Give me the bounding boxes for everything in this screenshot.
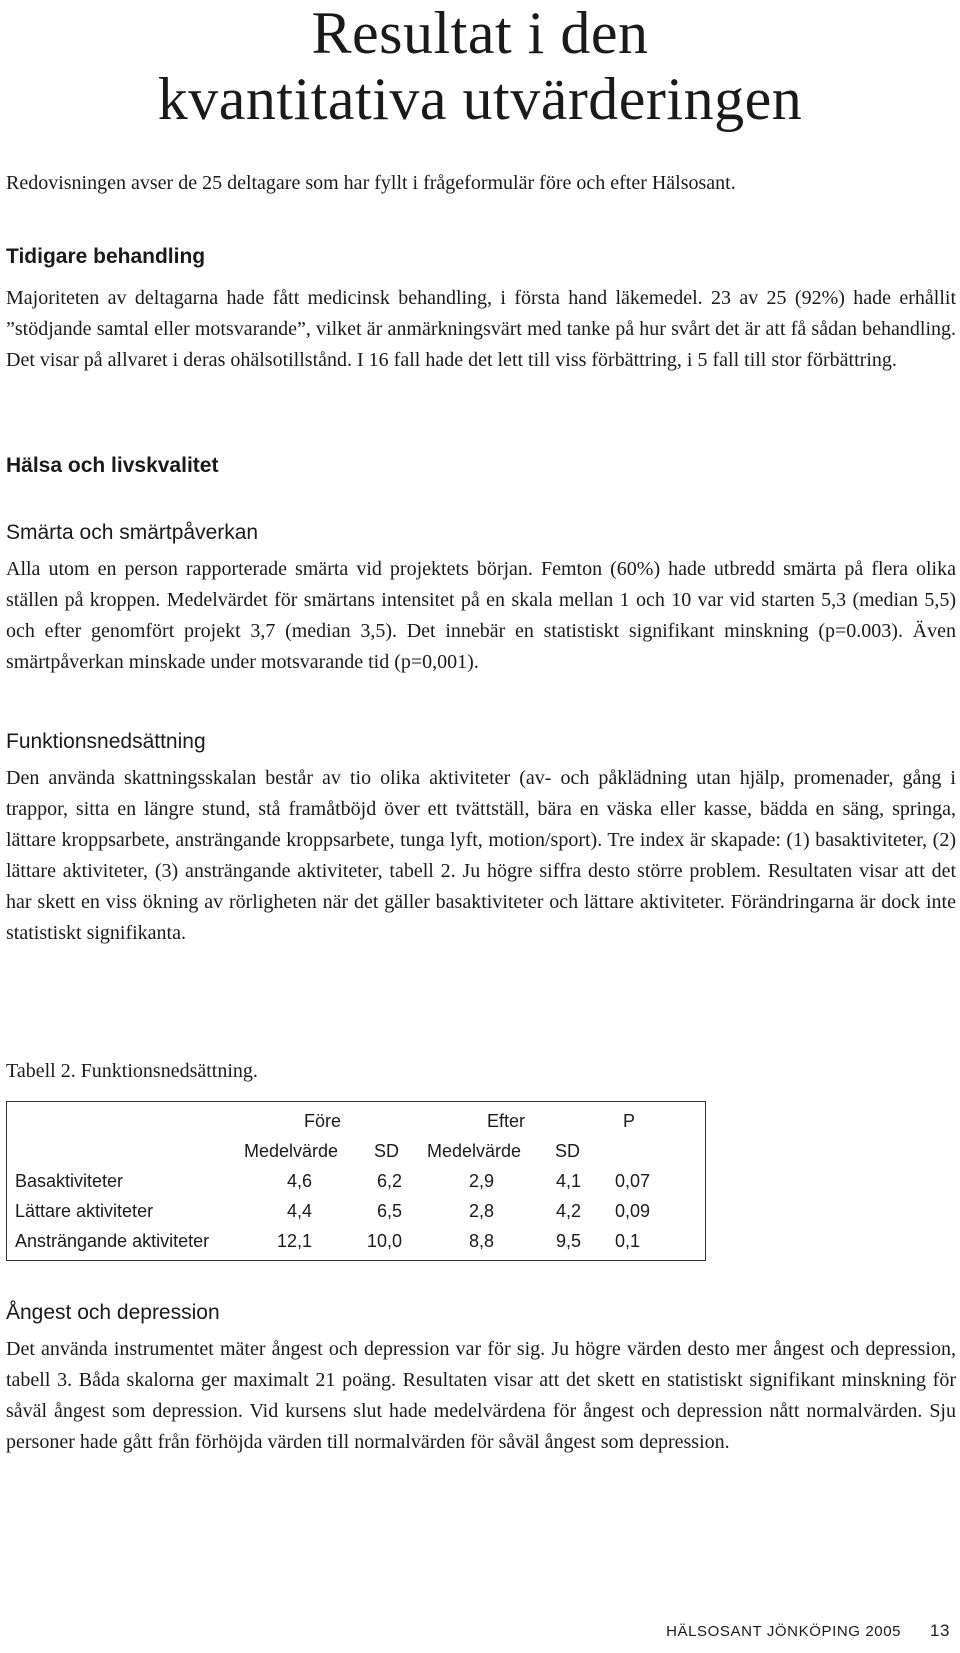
- heading-smarta: Smärta och smärtpåverkan: [6, 521, 259, 544]
- table-cell-fore-sd: 10,0: [366, 1231, 402, 1251]
- paragraph-smarta: Alla utom en person rapporterade smärta vid projektets början. Femton (60%) hade utbredd smärta på flera olika ställen på kroppen. Medelvärdet för smärtans intensitet på en skala mellan 1 och 10 var vid starten 5,3 (median 5,5) och efter genomfört projekt 3,7 (median 3,5). Det innebär en statistiskt signifikant minskning (p=0.003). Även smärtpåverkan minskade under motsvarande tid (p=0,001).: [6, 558, 956, 673]
- table-cell-fore-sd: 6,2: [376, 1171, 402, 1191]
- table-cell-efter-mean: 8,8: [468, 1231, 494, 1251]
- heading-tidigare-behandling: Tidigare behandling: [6, 245, 206, 268]
- table-cell-p: 0,1: [615, 1231, 641, 1251]
- heading-angest-och-depression: Ångest och depression: [6, 1301, 220, 1324]
- table-subheader-sd-fore: SD: [374, 1141, 400, 1161]
- table-cell-fore-mean: 12,1: [276, 1231, 312, 1251]
- table-cell-p: 0,09: [615, 1201, 651, 1221]
- table-cell-efter-sd: 9,5: [555, 1231, 581, 1251]
- table-cell-efter-sd: 4,2: [555, 1201, 581, 1221]
- table-subheader-sd-efter: SD: [555, 1141, 581, 1161]
- footer-page-number: 13: [929, 1621, 950, 1640]
- table-cell-efter-mean: 2,9: [468, 1171, 494, 1191]
- paragraph-tidigare-behandling: Majoriteten av deltagarna hade fått medicinsk behandling, i första hand läkemedel. 23 av 25 (92%) hade erhållit ”stödjande samtal eller motsvarande”, vilket är anmärkningsvärt med tanke på hur svårt det är att få sådan behandling. Det visar på allvaret i deras ohälsotillstånd. I 16 fall hade det lett till viss förbättring, i 5 fall till stor förbättring.: [6, 287, 956, 371]
- table-subheader-medelvarde-fore: Medelvärde: [244, 1141, 339, 1161]
- results-table: [6, 1101, 706, 1261]
- table-caption: Tabell 2. Funktionsnedsättning.: [6, 1060, 258, 1082]
- table-row-label: Lättare aktiviteter: [15, 1201, 154, 1221]
- page-footer: [666, 1621, 950, 1642]
- table-cell-fore-mean: 4,6: [286, 1171, 312, 1191]
- table-cell-efter-mean: 2,8: [468, 1201, 494, 1221]
- page-title-line-2: kvantitativa utvärderingen: [157, 66, 803, 132]
- table-cell-p: 0,07: [615, 1171, 651, 1191]
- page-title-line-1: Resultat i den: [311, 0, 649, 66]
- table-cell-fore-mean: 4,4: [286, 1201, 312, 1221]
- page-title: [0, 0, 960, 132]
- footer-publication: HÄLSOSANT JÖNKÖPING 2005: [666, 1623, 902, 1640]
- table-group-efter: Efter: [487, 1111, 526, 1131]
- table-group-p: P: [623, 1111, 636, 1131]
- paragraph-funktionsnedsattning: Den använda skattningsskalan består av tio olika aktiviteter (av- och påklädning utan hjälp, promenader, gång i trappor, sitta en längre stund, stå framåtböjd över ett tvättställ, bära en väska eller kasse, bädda en säng, springa, lättare kroppsarbete, ansträngande kroppsarbete, tunga lyft, motion/sport). Tre index är skapade: (1) basaktiviteter, (2) lättare aktiviteter, (3) ansträngande aktiviteter, tabell 2. Ju högre siffra desto större problem. Resultaten visar att det har skett en viss ökning av rörligheten när det gäller basaktiviteter och lättare aktiviteter. Förändringarna är dock inte statistiskt signifikanta.: [6, 767, 956, 944]
- intro-paragraph: Redovisningen avser de 25 deltagare som har fyllt i frågeformulär före och efter Hälsosant.: [6, 172, 736, 194]
- heading-halsa-och-livskvalitet: Hälsa och livskvalitet: [6, 454, 219, 477]
- paragraph-angest-och-depression: Det använda instrumentet mäter ångest och depression var för sig. Ju högre värden desto mer ångest och depression, tabell 3. Båda skalorna ger maximalt 21 poäng. Resultaten visar att det skett en statistiskt signifikant minskning för såväl ångest som depression. Vid kursens slut hade medelvärdena för ångest och depression nått normalvärden. Sju personer hade gått från förhöjda värden till normalvärden för såväl ångest som depression.: [6, 1338, 956, 1453]
- table-cell-fore-sd: 6,5: [376, 1201, 402, 1221]
- table-cell-efter-sd: 4,1: [555, 1171, 581, 1191]
- table-group-fore: Före: [304, 1111, 342, 1131]
- table-row-label: Basaktiviteter: [15, 1171, 124, 1191]
- table-subheader-medelvarde-efter: Medelvärde: [427, 1141, 522, 1161]
- table-row-label: Ansträngande aktiviteter: [15, 1231, 210, 1251]
- heading-funktionsnedsattning: Funktionsnedsättning: [6, 730, 206, 753]
